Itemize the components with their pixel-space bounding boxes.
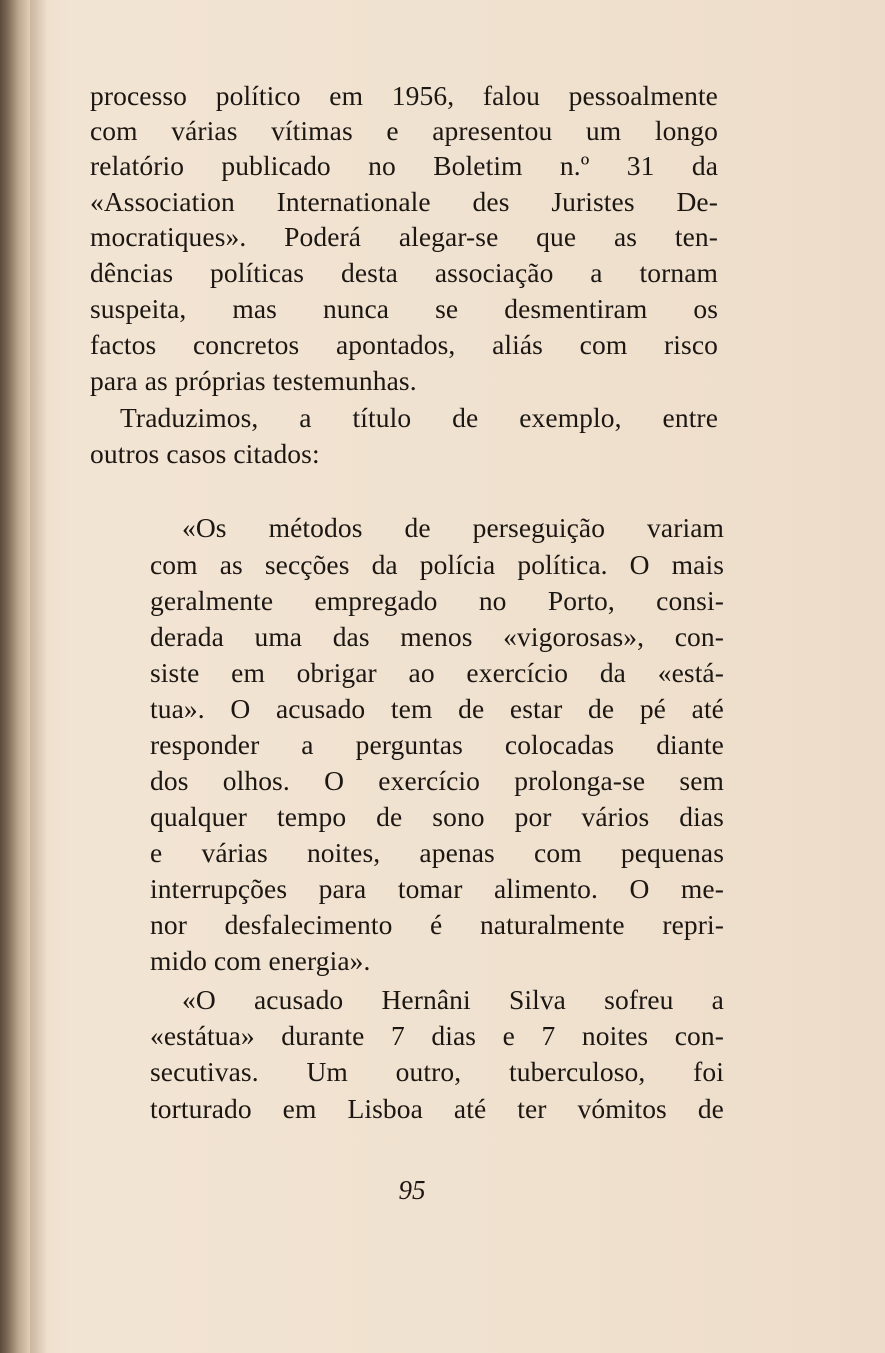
quote-2-line-1: «O acusado Hernâni Silva sofreu a bbox=[182, 984, 724, 1015]
quote-1-line-12: nor desfalecimento é naturalmente repri- bbox=[150, 909, 724, 940]
quote-2-line-3: secutivas. Um outro, tuberculoso, foi bbox=[150, 1056, 724, 1087]
quote-1-line-5: siste em obrigar ao exercício da «está- bbox=[150, 657, 724, 688]
paragraph-1-line-9: para as próprias testemunhas. bbox=[90, 365, 417, 396]
paragraph-1-line-8: factos concretos apontados, aliás com risco bbox=[90, 329, 718, 360]
paragraph-2-line-2: outros casos citados: bbox=[90, 438, 320, 469]
quote-2-line-4: torturado em Lisboa até ter vómitos de bbox=[150, 1093, 724, 1124]
quote-1-line-8: dos olhos. O exercício prolonga-se sem bbox=[150, 765, 724, 796]
spine-shadow bbox=[30, 0, 48, 1353]
page-number: 95 bbox=[398, 1175, 426, 1205]
quote-1-line-13: mido com energia». bbox=[150, 945, 371, 976]
paragraph-1-line-4: «Association Internationale des Juristes De- bbox=[90, 186, 718, 217]
paragraph-1-line-7: suspeita, mas nunca se desmentiram os bbox=[90, 293, 718, 324]
paragraph-1-line-1: processo político em 1956, falou pessoalmente bbox=[90, 80, 718, 111]
quote-1-line-11: interrupções para tomar alimento. O me- bbox=[150, 873, 724, 904]
quote-1-line-3: geralmente empregado no Porto, consi- bbox=[150, 585, 724, 616]
paragraph-1-line-2: com várias vítimas e apresentou um longo bbox=[90, 115, 718, 146]
book-spine bbox=[0, 0, 30, 1353]
quote-1-line-10: e várias noites, apenas com pequenas bbox=[150, 837, 724, 868]
quote-1-line-6: tua». O acusado tem de estar de pé até bbox=[150, 693, 724, 724]
quote-2-line-2: «estátua» durante 7 dias e 7 noites con- bbox=[150, 1020, 724, 1051]
quote-1-line-7: responder a perguntas colocadas diante bbox=[150, 729, 724, 760]
paragraph-2-line-1: Traduzimos, a título de exemplo, entre bbox=[120, 402, 718, 433]
quote-1-line-9: qualquer tempo de sono por vários dias bbox=[150, 801, 724, 832]
paragraph-1-line-3: relatório publicado no Boletim n.º 31 da bbox=[90, 150, 718, 181]
paragraph-1-line-5: mocratiques». Poderá alegar-se que as ten- bbox=[90, 221, 718, 252]
paragraph-1-line-6: dências políticas desta associação a tornam bbox=[90, 257, 718, 288]
quote-1-line-1: «Os métodos de perseguição variam bbox=[182, 512, 724, 543]
quote-1-line-2: com as secções da polícia política. O mais bbox=[150, 549, 724, 580]
quote-1-line-4: derada uma das menos «vigorosas», con- bbox=[150, 621, 724, 652]
